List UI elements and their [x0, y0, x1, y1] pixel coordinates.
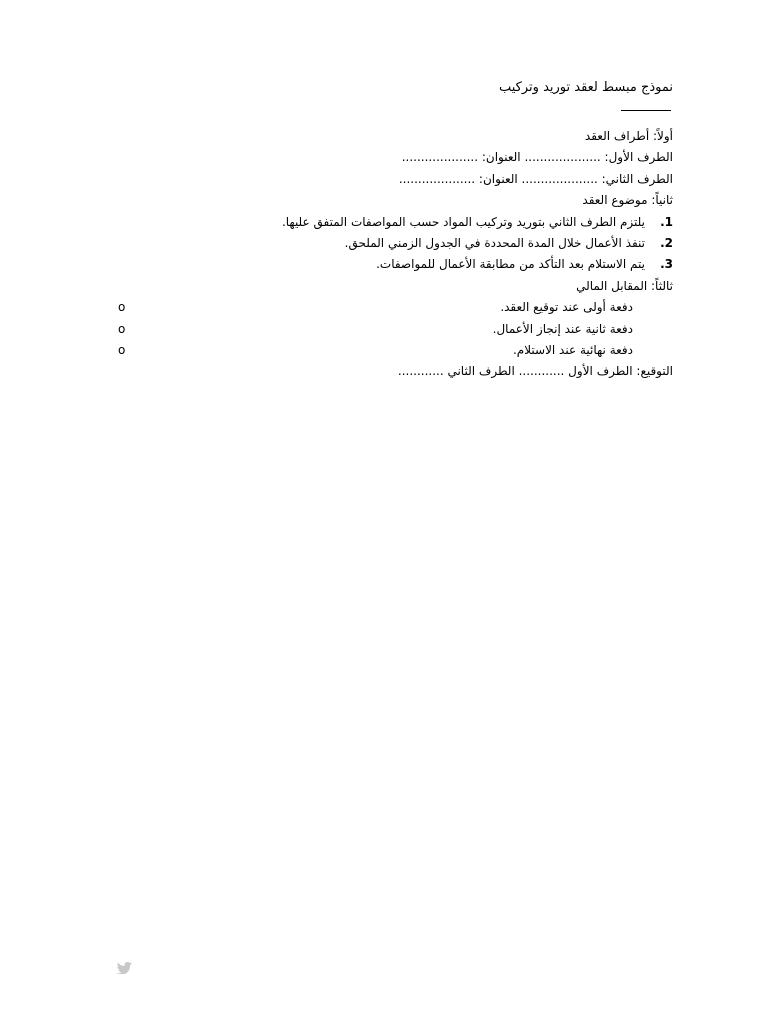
numbered-clause [70, 212, 673, 233]
paragraph: الطرف الأول: .................... العنوان: .................... [401, 150, 673, 165]
paragraph: التوقيع: الطرف الأول ............ الطرف الثاني ............ [397, 364, 673, 379]
clause-number: 3. [660, 257, 673, 272]
footer [110, 962, 693, 974]
document-body [70, 126, 673, 383]
bullet-text: دفعة أولى عند توقيع العقد. [500, 300, 633, 315]
clause-number: 2. [660, 236, 673, 251]
social-handle [110, 962, 134, 974]
twitter-bird-icon [116, 962, 134, 974]
paragraph: الطرف الثاني: .................... العنوان: .................... [398, 171, 673, 186]
bullet-item [70, 297, 673, 318]
paragraph: ثالثاً: المقابل المالي [576, 278, 673, 293]
bullet-item [70, 319, 673, 340]
bullet-text: دفعة ثانية عند إنجاز الأعمال. [492, 321, 633, 336]
title-underline [621, 110, 671, 111]
document-title: نموذج مبسط لعقد توريد وتركيب [498, 80, 673, 95]
numbered-clause [70, 233, 673, 254]
paragraph: ثانياً: موضوع العقد [582, 193, 673, 208]
paragraph: أولاً: أطراف العقد [584, 129, 673, 143]
bullet-marker-icon: o [118, 321, 126, 336]
clause-number: 1. [660, 214, 673, 229]
clause-text: يتم الاستلام بعد التأكد من مطابقة الأعمال للمواصفات. [376, 257, 645, 272]
clause-text: يلتزم الطرف الثاني بتوريد وتركيب المواد حسب المواصفات المتفق عليها. [281, 214, 645, 229]
clause-text: تنفذ الأعمال خلال المدة المحددة في الجدول الزمني الملحق. [344, 236, 645, 251]
bullet-marker-icon: o [118, 343, 126, 358]
bullet-marker-icon: o [118, 300, 126, 315]
numbered-clause [70, 254, 673, 275]
bullet-text: دفعة نهائية عند الاستلام. [512, 343, 633, 358]
bullet-item [70, 340, 673, 361]
